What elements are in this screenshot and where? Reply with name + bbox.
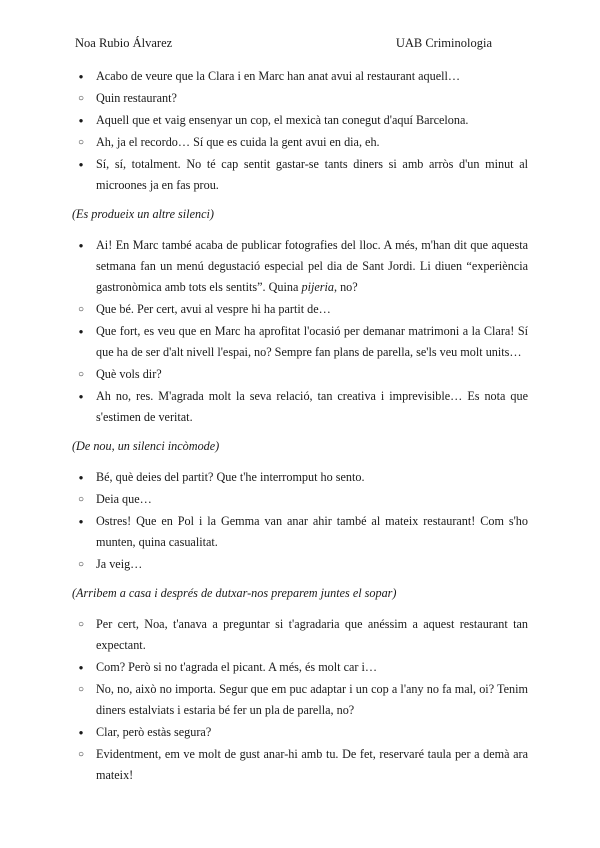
line-text: Acabo de veure que la Clara i en Marc han anat avui al restaurant aquell…: [96, 69, 461, 83]
dialogue-section: [72, 204, 528, 428]
dialogue-line: [72, 154, 528, 196]
dialogue-line: [72, 321, 528, 363]
line-text: Ostres! Que en Pol i la Gemma van anar ahir també al mateix restaurant! Com s'ho munten, quina casualitat.: [96, 514, 528, 549]
line-text: Evidentment, em ve molt de gust anar-hi amb tu. De fet, reservaré taula per a demà ara mateix!: [96, 747, 528, 782]
hollow-bullet-icon: [76, 364, 86, 386]
dialogue-line: [72, 299, 528, 320]
hollow-bullet-icon: [76, 744, 86, 766]
line-text: Bé, què deies del partit? Que t'he interromput ho sento.: [96, 470, 365, 484]
line-text: Que bé. Per cert, avui al vespre hi ha partit de…: [96, 302, 331, 316]
line-text: No, no, això no importa. Segur que em puc adaptar i un cop a l'any no fa mal, oi? Tenim diners estalviats i estaria bé fer un pla de parella, no?: [96, 682, 528, 717]
hollow-bullet-icon: [76, 679, 86, 701]
filled-bullet-icon: [76, 66, 86, 88]
italic-word: pijeria: [301, 280, 334, 294]
filled-bullet-icon: [76, 154, 86, 176]
dialogue-line: [72, 110, 528, 131]
filled-bullet-icon: [76, 511, 86, 533]
dialogue-line: [72, 657, 528, 678]
dialogue-line: [72, 88, 528, 109]
dialogue-line: [72, 489, 528, 510]
filled-bullet-icon: [76, 386, 86, 408]
dialogue-line: [72, 467, 528, 488]
line-text: Que fort, es veu que en Marc ha aprofitat l'ocasió per demanar matrimoni a la Clara! Sí que ha de ser d'alt nivell l'espai, no? Sempre fan plans de parella, se'ls veu molt units…: [96, 324, 528, 359]
dialogue-line: [72, 364, 528, 385]
hollow-bullet-icon: [76, 614, 86, 636]
stage-direction: (De nou, un silenci incòmode): [72, 439, 220, 453]
filled-bullet-icon: [76, 657, 86, 679]
hollow-bullet-icon: [76, 554, 86, 576]
hollow-bullet-icon: [76, 299, 86, 321]
hollow-bullet-icon: [76, 489, 86, 511]
stage-direction: (Es produeix un altre silenci): [72, 207, 214, 221]
dialogue-line: [72, 386, 528, 428]
hollow-bullet-icon: [76, 132, 86, 154]
line-text: Aquell que et vaig ensenyar un cop, el mexicà tan conegut d'aquí Barcelona.: [96, 113, 469, 127]
line-text: Com? Però si no t'agrada el picant. A més, és molt car i…: [96, 660, 378, 674]
dialogue-section: [72, 436, 528, 575]
filled-bullet-icon: [76, 110, 86, 132]
line-text: Ah no, res. M'agrada molt la seva relació, tan creativa i imprevisible… Es nota que s'estimen de veritat.: [96, 389, 528, 424]
page-header: [75, 36, 492, 51]
dialogue-section: [72, 66, 528, 196]
dialogue-line: [72, 235, 528, 298]
line-text: Deia que…: [96, 492, 152, 506]
line-text: Ja veig…: [96, 557, 143, 571]
dialogue-section: [72, 583, 528, 786]
dialogue-line: [72, 614, 528, 656]
dialogue-line: [72, 132, 528, 153]
dialogue-line: [72, 554, 528, 575]
hollow-bullet-icon: [76, 88, 86, 110]
author-name: Noa Rubio Álvarez: [75, 36, 173, 50]
filled-bullet-icon: [76, 722, 86, 744]
stage-direction: (Arribem a casa i després de dutxar-nos preparem juntes el sopar): [72, 586, 397, 600]
line-text: Sí, sí, totalment. No té cap sentit gastar-se tants diners si amb arròs d'un minut al microones ja en fas prou.: [96, 157, 528, 192]
course-name: UAB Criminologia: [395, 36, 492, 50]
line-text: Què vols dir?: [96, 367, 162, 381]
dialogue-line: [72, 66, 528, 87]
line-text: Ah, ja el recordo… Sí que es cuida la gent avui en dia, eh.: [96, 135, 380, 149]
dialogue-line: [72, 744, 528, 786]
filled-bullet-icon: [76, 235, 86, 257]
line-text: Ai! En Marc també acaba de publicar fotografies del lloc. A més, m'han dit que aquesta setmana fan un menú degustació especial pel dia de Sant Jordi. Li diuen “experiència gastronòmica amb tots els sentits”. Quina: [96, 238, 528, 294]
filled-bullet-icon: [76, 467, 86, 489]
line-text: Clar, però estàs segura?: [96, 725, 212, 739]
dialogue-line: [72, 722, 528, 743]
dialogue-line: [72, 679, 528, 721]
filled-bullet-icon: [76, 321, 86, 343]
dialogue-content: [72, 66, 528, 787]
dialogue-line: [72, 511, 528, 553]
line-text: Quin restaurant?: [96, 91, 177, 105]
line-text-tail: , no?: [333, 280, 358, 294]
line-text: Per cert, Noa, t'anava a preguntar si t'agradaria que anéssim a aquest restaurant tan expectant.: [96, 617, 528, 652]
